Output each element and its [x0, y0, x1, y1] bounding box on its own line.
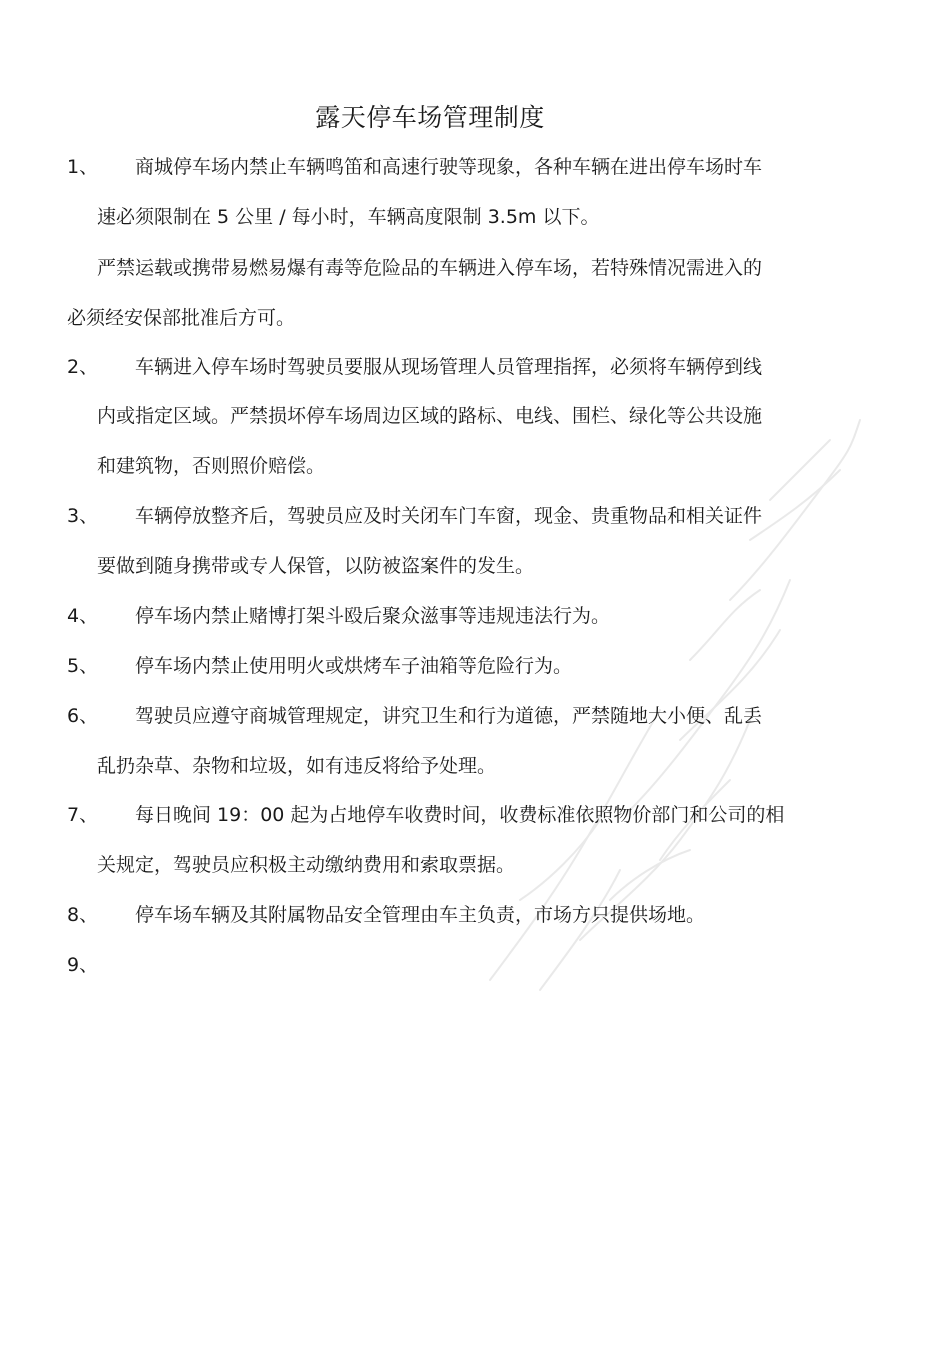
item-text-line: 驾驶员应遵守商城管理规定，讲究卫生和行为道德，严禁随地大小便、乱丢 — [135, 705, 763, 727]
item-number: 8、 — [67, 904, 99, 926]
item-text-line: 停车场车辆及其附属物品安全管理由车主负责，市场方只提供场地。 — [135, 904, 706, 926]
item-text-line: 车辆停放整齐后，驾驶员应及时关闭车门车窗，现金、贵重物品和相关证件 — [135, 505, 763, 527]
item-number: 5、 — [67, 655, 99, 677]
item-text-line: 速必须限制在 5 公里 / 每小时，车辆高度限制 3.5m 以下。 — [97, 206, 600, 228]
item-text-line: 每日晚间 19：00 起为占地停车收费时间，收费标准依照物价部门和公司的相 — [135, 804, 785, 826]
item-number: 3、 — [67, 505, 99, 527]
item-text-line: 严禁运载或携带易燃易爆有毒等危险品的车辆进入停车场，若特殊情况需进入的 — [97, 257, 763, 279]
item-number: 4、 — [67, 605, 99, 627]
item-text-line: 停车场内禁止赌博打架斗殴后聚众滋事等违规违法行为。 — [135, 605, 611, 627]
item-text-line: 要做到随身携带或专人保管，以防被盗案件的发生。 — [97, 555, 535, 577]
item-text-line: 车辆进入停车场时驾驶员要服从现场管理人员管理指挥，必须将车辆停到线 — [135, 356, 763, 378]
item-number: 6、 — [67, 705, 99, 727]
item-text-line: 和建筑物，否则照价赔偿。 — [97, 455, 326, 477]
item-number: 7、 — [67, 804, 99, 826]
item-text-line: 停车场内禁止使用明火或烘烤车子油箱等危险行为。 — [135, 655, 573, 677]
item-text-line: 必须经安保部批准后方可。 — [67, 307, 296, 329]
item-text-line: 内或指定区域。严禁损坏停车场周边区域的路标、电线、围栏、绿化等公共设施 — [97, 405, 763, 427]
item-text-line: 商城停车场内禁止车辆鸣笛和高速行驶等现象，各种车辆在进出停车场时车 — [135, 156, 763, 178]
item-number: 9、 — [67, 954, 99, 976]
item-text-line: 乱扔杂草、杂物和垃圾，如有违反将给予处理。 — [97, 755, 497, 777]
document-title: 露天停车场管理制度 — [315, 103, 545, 132]
item-text-line: 关规定，驾驶员应积极主动缴纳费用和索取票据。 — [97, 854, 516, 876]
item-number: 2、 — [67, 356, 99, 378]
item-number: 1、 — [67, 156, 99, 178]
